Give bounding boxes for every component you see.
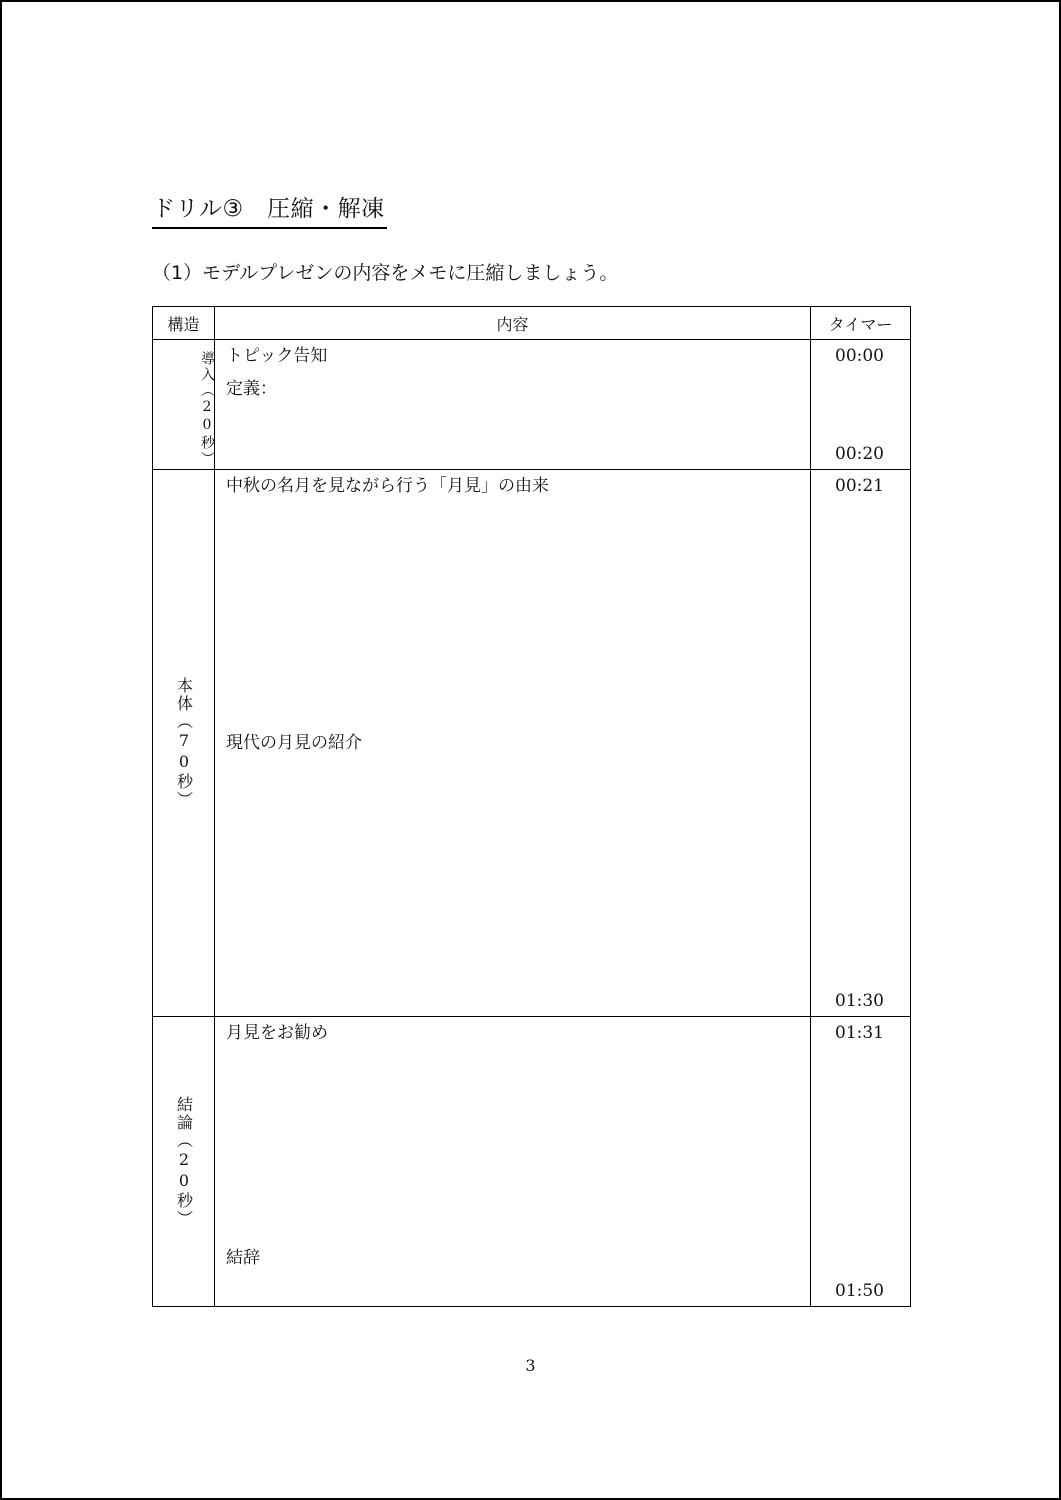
structure-duration: （20秒） bbox=[199, 382, 215, 467]
content-line: 定義： bbox=[226, 379, 277, 399]
structure-cell bbox=[153, 340, 215, 470]
time-end: 00:20 bbox=[835, 444, 884, 464]
structure-cell bbox=[153, 1017, 215, 1307]
content-line: 月見をお勧め bbox=[226, 1023, 328, 1043]
table-header-row bbox=[153, 307, 911, 340]
drill-title: ドリル③ 圧縮・解凍 bbox=[152, 193, 387, 229]
page-number: 3 bbox=[525, 1356, 536, 1375]
content-line: 結辞 bbox=[226, 1248, 260, 1268]
drill-instruction: （1）モデルプレゼンの内容をメモに圧縮しましょう。 bbox=[152, 262, 619, 284]
content-line: 現代の月見の紹介 bbox=[226, 733, 362, 753]
table-row bbox=[153, 470, 911, 1017]
content-cell bbox=[215, 340, 811, 470]
content-line: 中秋の名月を見ながら行う「月見」の由来 bbox=[226, 476, 549, 496]
structure-label: 本体 bbox=[174, 677, 194, 713]
timer-cell bbox=[811, 470, 911, 1017]
presentation-plan-table bbox=[152, 306, 911, 1307]
time-start: 00:21 bbox=[835, 476, 884, 496]
structure-label: 導入 bbox=[199, 350, 215, 383]
structure-duration: （70秒） bbox=[174, 713, 194, 809]
header-content: 内容 bbox=[215, 307, 811, 340]
content-line: トピック告知 bbox=[226, 346, 328, 366]
time-end: 01:30 bbox=[835, 991, 884, 1011]
time-start: 00:00 bbox=[835, 346, 884, 366]
time-end: 01:50 bbox=[835, 1281, 884, 1301]
header-timer: タイマー bbox=[811, 307, 911, 340]
content-cell bbox=[215, 1017, 811, 1307]
time-start: 01:31 bbox=[835, 1023, 884, 1043]
structure-cell bbox=[153, 470, 215, 1017]
structure-label: 結論 bbox=[174, 1095, 194, 1132]
table-row bbox=[153, 340, 911, 470]
table-row bbox=[153, 1017, 911, 1307]
content-cell bbox=[215, 470, 811, 1017]
header-structure: 構造 bbox=[153, 307, 215, 340]
structure-duration: （20秒） bbox=[174, 1131, 194, 1228]
timer-cell bbox=[811, 1017, 911, 1307]
timer-cell bbox=[811, 340, 911, 470]
